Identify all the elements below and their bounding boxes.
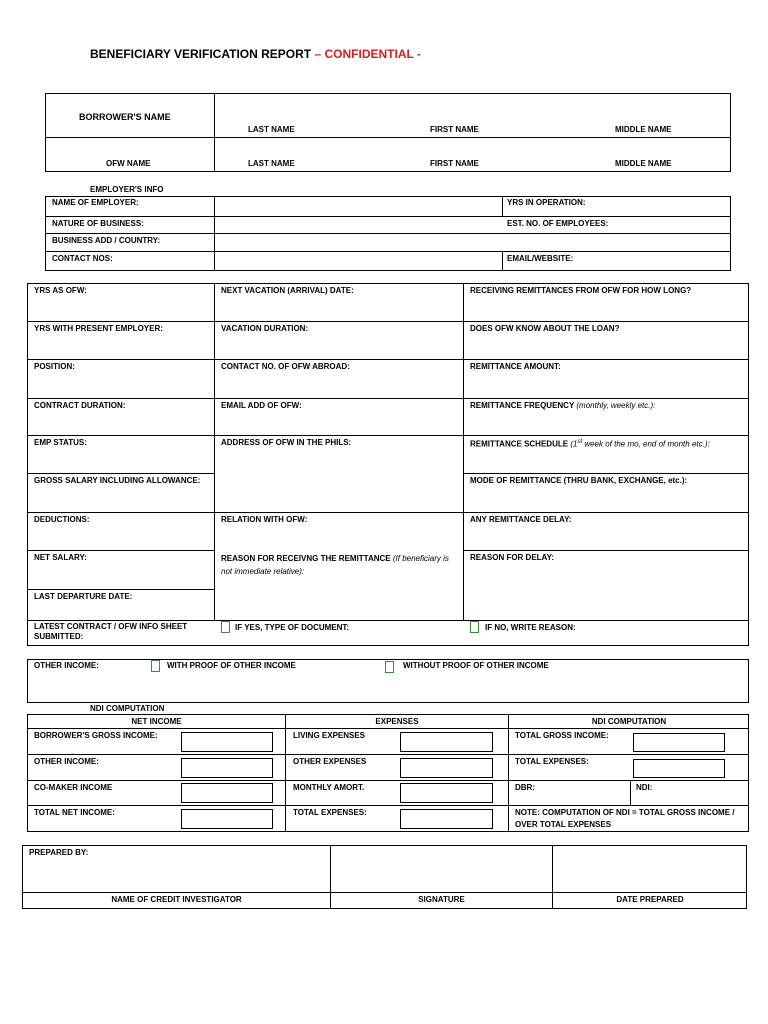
ndi-other-income-label: OTHER INCOME: [34,757,99,766]
ofw-last-name-label: LAST NAME [248,159,295,168]
contact-nos-label: CONTACT NOS: [52,254,113,263]
credit-investigator-field[interactable] [23,858,329,891]
ndi-note: NOTE: COMPUTATION OF NDI = TOTAL GROSS INCOME / OVER TOTAL EXPENSES [515,808,735,829]
ndi-label: NDI: [636,783,653,792]
ofw-name-field[interactable] [215,138,730,171]
other-income-input[interactable] [181,758,273,778]
position-label: POSITION: [34,362,75,371]
ndi-section-label: NDI COMPUTATION [90,704,165,713]
yrs-as-ofw-label: YRS AS OFW: [34,286,87,295]
date-prepared-label: DATE PREPARED [616,895,684,904]
ofw-first-name-label: FIRST NAME [430,159,479,168]
business-address-label: BUSINESS ADD / COUNTRY: [52,236,161,245]
remittance-schedule-label [470,437,710,450]
yrs-in-operation-label: YRS IN OPERATION: [507,198,586,207]
confidential-label: – CONFIDENTIAL - [314,47,421,61]
nature-of-business-label: NATURE OF BUSINESS: [52,219,144,228]
report-title: BENEFICIARY VERIFICATION REPORT [90,47,312,61]
comaker-income-input[interactable] [181,783,273,803]
other-expenses-label: OTHER EXPENSES [293,757,367,766]
contract-duration-label: CONTRACT DURATION: [34,401,126,410]
without-proof-label: WITHOUT PROOF OF OTHER INCOME [403,661,549,670]
living-expenses-label: LIVING EXPENSES [293,731,366,740]
email-website-label: EMAIL/WEBSITE: [507,254,574,263]
borrower-name-field[interactable] [215,94,730,136]
next-vacation-label: NEXT VACATION (ARRIVAL) DATE: [221,286,354,295]
col-ndi-header: NDI COMPUTATION [591,717,667,726]
ofw-middle-name-label: MIDDLE NAME [615,159,672,168]
if-no-label: IF NO, WRITE REASON: [485,623,576,632]
remittance-delay-label: ANY REMITTANCE DELAY: [470,515,572,524]
monthly-amort-input[interactable] [400,783,493,803]
remittance-schedule-sup: st [577,439,583,445]
with-proof-label: WITH PROOF OF OTHER INCOME [167,661,296,670]
other-income-label: OTHER INCOME: [34,661,99,670]
with-proof-checkbox[interactable] [151,660,160,672]
comaker-income-label: CO-MAKER INCOME [34,783,113,792]
reason-receiving-label [221,552,461,578]
if-yes-checkbox[interactable] [221,621,230,633]
remittance-amount-label: REMITTANCE AMOUNT: [470,362,561,371]
know-loan-label: DOES OFW KNOW ABOUT THE LOAN? [470,324,620,333]
name-ci-label: NAME OF CREDIT INVESTIGATOR [111,895,242,904]
latest-contract-label: LATEST CONTRACT / OFW INFO SHEET SUBMITTED: [34,622,188,641]
ofw-name-label: OFW NAME [106,159,151,168]
total-expenses-label: TOTAL EXPENSES: [293,808,367,817]
total-gross-income-input[interactable] [633,733,725,752]
emp-status-label: EMP STATUS: [34,438,87,447]
remittance-frequency-label [470,400,655,411]
receiving-how-long-label: RECEIVING REMITTANCES FROM OFW FOR HOW LONG? [470,286,692,295]
signature-field[interactable] [331,846,551,891]
borrower-gross-income-label: BORROWER'S GROSS INCOME: [34,731,158,740]
col-net-income-header: NET INCOME [131,717,182,726]
email-ofw-label: EMAIL ADD OF OFW: [221,401,302,410]
vacation-duration-label: VACATION DURATION: [221,324,309,333]
gross-salary-label: GROSS SALARY INCLUDING ALLOWANCE: [34,476,201,485]
remittance-frequency-note: (monthly, weekly etc.): [576,401,656,410]
total-net-income-input[interactable] [181,809,273,829]
employer-name-field[interactable] [215,197,501,215]
contact-abroad-label: CONTACT NO. OF OFW ABROAD: [221,362,350,371]
mode-remittance-label: MODE OF REMITTANCE (THRU BANK, EXCHANGE, etc.): [470,476,688,485]
remittance-schedule-text: REMITTANCE SCHEDULE [470,439,569,449]
est-employees-label: EST. NO. OF EMPLOYEES: [507,219,609,228]
ndi-total-expenses-label: TOTAL EXPENSES: [515,757,589,766]
reason-receiving-note: (If beneficiary is not immediate relative): [221,554,449,576]
borrower-last-name-label: LAST NAME [248,125,295,134]
last-departure-label: LAST DEPARTURE DATE: [34,592,133,601]
total-net-income-label: TOTAL NET INCOME: [34,808,115,817]
without-proof-checkbox[interactable] [385,661,394,673]
signature-label: SIGNATURE [418,895,465,904]
living-expenses-input[interactable] [400,732,493,752]
dbr-label: DBR: [515,783,535,792]
borrower-first-name-label: FIRST NAME [430,125,479,134]
deductions-label: DEDUCTIONS: [34,515,90,524]
total-expenses-input[interactable] [400,809,493,829]
employer-section-label: EMPLOYER'S INFO [90,185,164,194]
address-phils-label: ADDRESS OF OFW IN THE PHILS: [221,438,352,447]
reason-receiving-text: REASON FOR RECEIVNG THE REMITTANCE [221,554,391,563]
page-title [90,47,421,61]
other-expenses-input[interactable] [400,758,493,778]
date-prepared-field[interactable] [553,846,746,891]
relation-label: RELATION WITH OFW: [221,515,308,524]
remittance-schedule-note-a: (1 [570,439,578,449]
remittance-schedule-note-b: week of the mo, end of month etc.): [582,439,710,449]
business-address-field[interactable] [215,234,730,250]
borrower-middle-name-label: MIDDLE NAME [615,125,672,134]
col-expenses-header: EXPENSES [375,717,419,726]
borrower-gross-income-input[interactable] [181,732,273,752]
name-of-employer-label: NAME OF EMPLOYER: [52,198,139,207]
monthly-amort-label: MONTHLY AMORT. [293,783,365,792]
contact-nos-field[interactable] [215,252,501,270]
total-gross-income-label: TOTAL GROSS INCOME: [515,731,609,740]
if-yes-label: IF YES, TYPE OF DOCUMENT: [235,623,350,632]
prepared-by-label: PREPARED BY: [29,848,89,857]
if-no-checkbox[interactable] [470,621,479,633]
yrs-present-employer-label: YRS WITH PRESENT EMPLOYER: [34,324,163,333]
reason-delay-label: REASON FOR DELAY: [470,553,555,562]
ndi-total-expenses-input[interactable] [633,759,725,778]
nature-of-business-field[interactable] [215,217,501,232]
ofw-details-table [27,283,749,646]
remittance-frequency-text: REMITTANCE FREQUENCY [470,401,575,410]
borrower-name-label: BORROWER'S NAME [79,112,171,122]
net-salary-label: NET SALARY: [34,553,87,562]
